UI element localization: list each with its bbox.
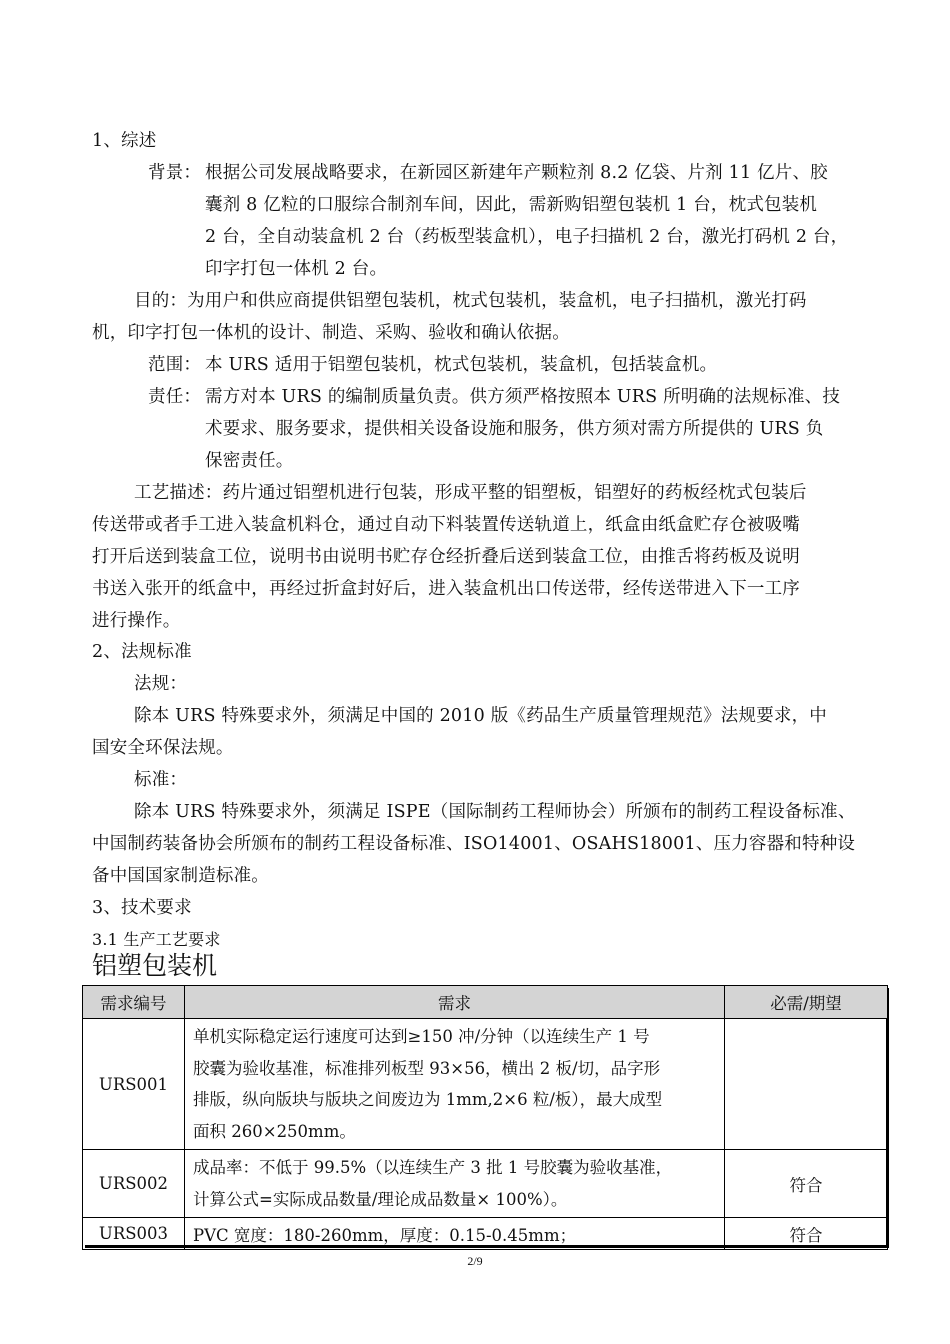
requirement-cell [185,1150,725,1218]
scope-label: 范围： [148,355,202,375]
standard-line: 除本 URS 特殊要求外，须满足 ISPE（国际制药工程师协会）所颁布的制药工程设备标准、 [134,802,856,822]
requirement-line: 单机实际稳定运行速度可达到≥150 冲/分钟（以连续生产 1 号 [193,1027,650,1046]
process-line: 工艺描述：药片通过铝塑机进行包装，形成平整的铝塑板，铝塑好的药板经枕式包装后 [134,483,807,503]
requirement-line: 排版，纵向版块与版块之间废边为 1mm,2×6 粒/板），最大成型 [193,1090,663,1109]
regulation-line: 国安全环保法规。 [92,738,234,758]
process-line: 传送带或者手工进入装盒机料仓，通过自动下料装置传送轨道上，纸盒由纸盒贮存仓被吸嘴 [92,515,800,535]
page-number: 2/9 [467,1254,483,1268]
purpose-line: 目的：为用户和供应商提供铝塑包装机，枕式包装机，装盒机，电子扫描机，激光打码 [134,291,807,311]
responsibility-line: 需方对本 URS 的编制质量负责。供方须严格按照本 URS 所明确的法规标准、技 [205,387,841,407]
regulation-label: 法规： [134,674,188,694]
section-2-heading: 2、法规标准 [92,642,192,662]
section-1-heading: 1、综述 [92,131,157,151]
requirement-line: 成品率：不低于 99.5%（以连续生产 3 批 1 号胶囊为验收基准， [193,1158,673,1177]
header-required-expected: 必需/期望 [725,986,888,1019]
header-req-id: 需求编号 [83,986,185,1019]
requirement-line: PVC 宽度：180-260mm，厚度：0.15-0.45mm； [193,1225,577,1245]
requirement-cell [185,1218,725,1250]
standard-line: 备中国国家制造标准。 [92,866,269,886]
requirements-table [82,985,888,1250]
process-line: 进行操作。 [92,611,181,631]
background-line: 印字打包一体机 2 台。 [205,259,388,279]
regulation-line: 除本 URS 特殊要求外，须满足中国的 2010 版《药品生产质量管理规范》法规要求，中 [134,706,827,726]
responsibility-line: 保密责任。 [205,451,294,471]
section-3-heading: 3、技术要求 [92,898,192,918]
header-requirement: 需求 [185,986,725,1019]
scope-text: 本 URS 适用于铝塑包装机，枕式包装机，装盒机，包括装盒机。 [205,355,718,375]
table-row [83,1218,888,1250]
purpose-line: 机，印字打包一体机的设计、制造、采购、验收和确认依据。 [92,323,570,343]
status-cell: 符合 [725,1150,888,1218]
background-label: 背景： [148,163,202,183]
req-id-cell: URS002 [83,1150,185,1218]
table-row [83,1150,888,1218]
background-line: 根据公司发展战略要求，在新园区新建年产颗粒剂 8.2 亿袋、片剂 11 亿片、胶 [205,163,828,183]
background-line: 2 台，全自动装盒机 2 台（药板型装盒机），电子扫描机 2 台，激光打码机 2 台， [205,227,849,247]
status-cell: 符合 [725,1218,888,1250]
section-3-1-heading: 3.1 生产工艺要求 [92,930,221,949]
standard-line: 中国制药装备协会所颁布的制药工程设备标准、ISO14001、OSAHS18001、压力容器和特种设 [92,834,856,854]
table-header-row [83,986,888,1019]
machine-title: 铝塑包装机 [92,951,218,980]
requirement-cell [185,1019,725,1150]
responsibility-line: 术要求、服务要求，提供相关设备设施和服务，供方须对需方所提供的 URS 负 [205,419,824,439]
requirement-line: 胶囊为验收基准，标准排列板型 93×56，横出 2 板/切，品字形 [193,1058,661,1078]
background-line: 囊剂 8 亿粒的口服综合制剂车间，因此，需新购铝塑包装机 1 台，枕式包装机 [205,195,818,215]
status-cell [725,1019,888,1150]
standard-label: 标准： [134,770,188,790]
responsibility-label: 责任： [148,387,202,407]
requirement-line: 计算公式=实际成品数量/理论成品数量× 100%）。 [193,1189,568,1209]
table-row [83,1019,888,1150]
process-line: 打开后送到装盒工位，说明书由说明书贮存仓经折叠后送到装盒工位，由推舌将药板及说明 [92,547,800,567]
req-id-cell: URS001 [83,1019,185,1150]
process-line: 书送入张开的纸盒中，再经过折盒封好后，进入装盒机出口传送带，经传送带进入下一工序 [92,579,800,599]
req-id-cell: URS003 [83,1218,185,1250]
requirement-line: 面积 260×250mm。 [193,1121,356,1141]
